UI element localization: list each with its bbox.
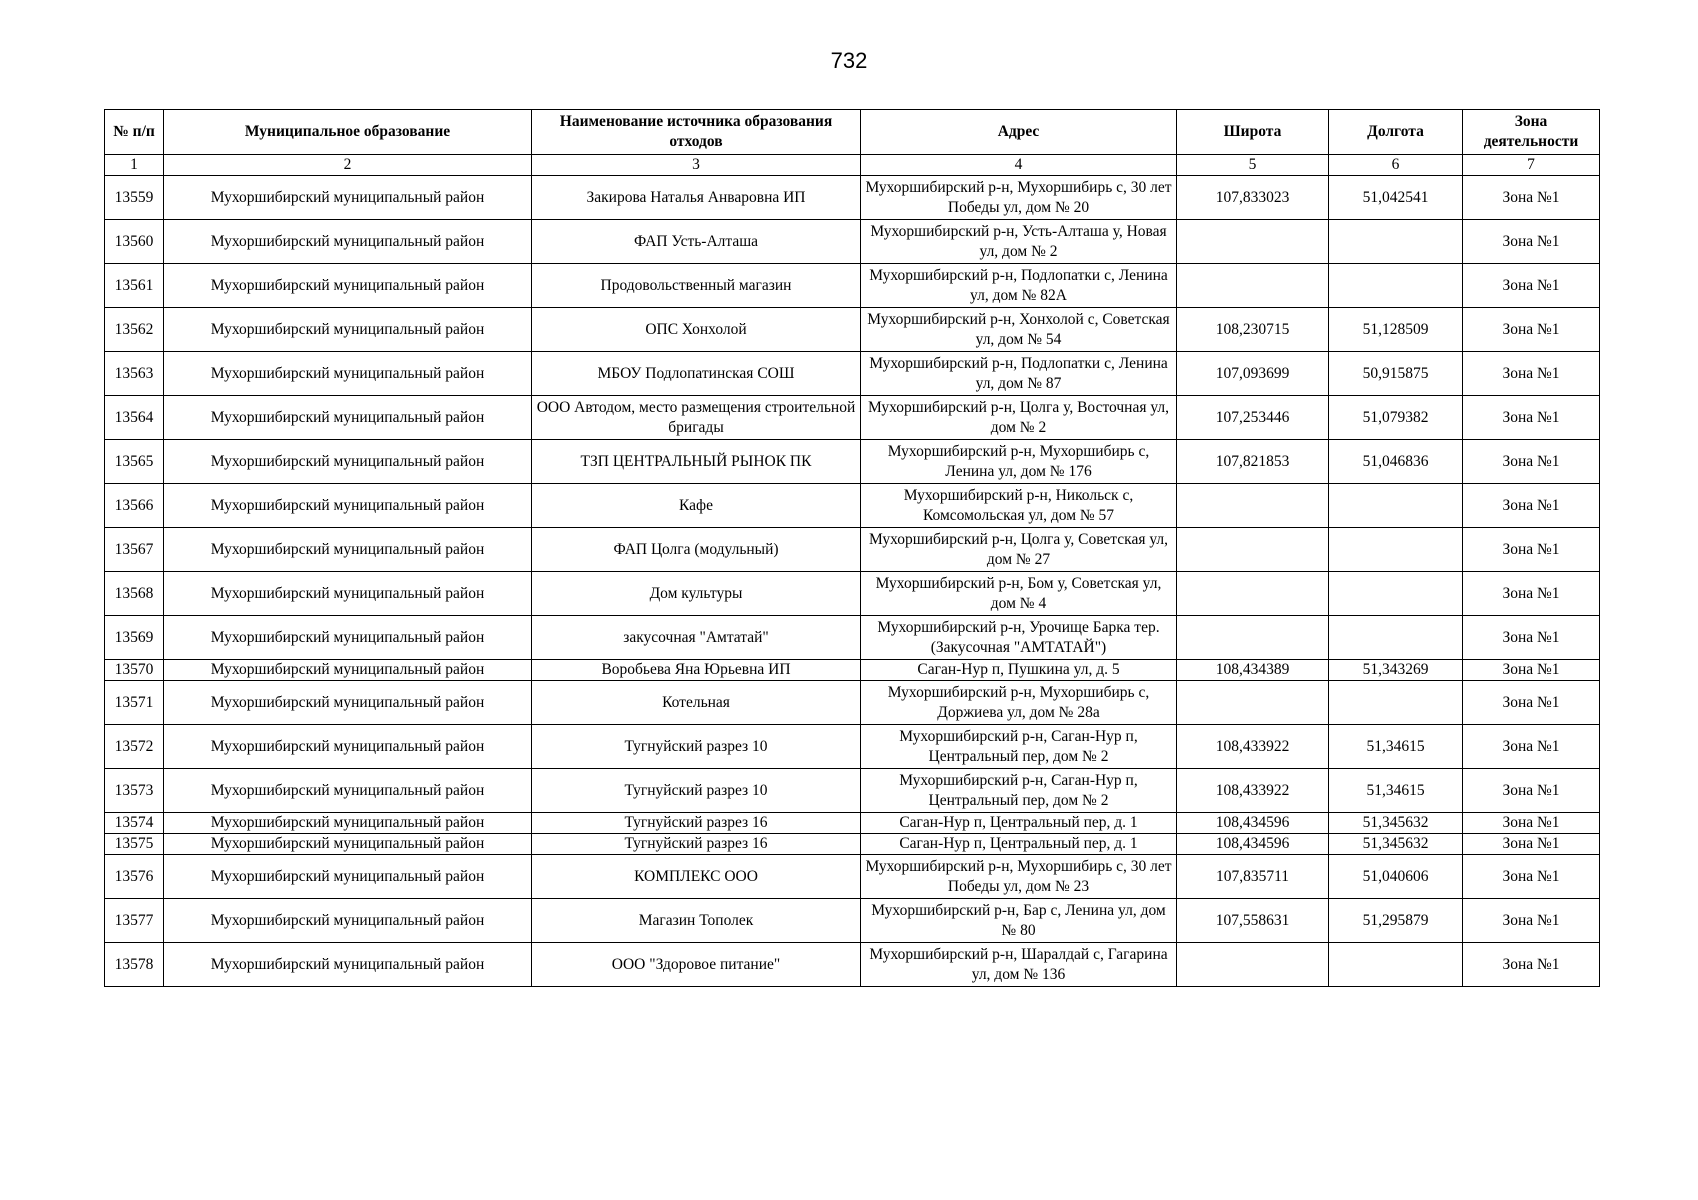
cell-zone: Зона №1: [1463, 396, 1600, 440]
cell-number: 13576: [105, 855, 164, 899]
table-row: [105, 855, 1600, 899]
cell-latitude: [1177, 616, 1329, 660]
cell-number: 13561: [105, 264, 164, 308]
cell-longitude: [1329, 220, 1463, 264]
cell-latitude: 108,230715: [1177, 308, 1329, 352]
cell-address: Саган-Нур п, Центральный пер, д. 1: [861, 813, 1177, 834]
cell-address: Мухоршибирский р-н, Шаралдай с, Гагарина ул, дом № 136: [861, 943, 1177, 987]
cell-longitude: 50,915875: [1329, 352, 1463, 396]
table-row: [105, 813, 1600, 834]
cell-municipality: Мухоршибирский муниципальный район: [164, 660, 532, 681]
cell-municipality: Мухоршибирский муниципальный район: [164, 396, 532, 440]
cell-zone: Зона №1: [1463, 528, 1600, 572]
cell-number: 13578: [105, 943, 164, 987]
header-cell-source: Наименование источника образования отходов: [532, 110, 861, 155]
cell-zone: Зона №1: [1463, 352, 1600, 396]
cell-zone: Зона №1: [1463, 616, 1600, 660]
cell-latitude: 107,833023: [1177, 176, 1329, 220]
cell-number: 13575: [105, 834, 164, 855]
cell-municipality: Мухоршибирский муниципальный район: [164, 943, 532, 987]
cell-latitude: [1177, 264, 1329, 308]
table-row: [105, 528, 1600, 572]
cell-source: ООО "Здоровое питание": [532, 943, 861, 987]
cell-number: 13563: [105, 352, 164, 396]
cell-longitude: 51,34615: [1329, 725, 1463, 769]
cell-latitude: [1177, 681, 1329, 725]
cell-municipality: Мухоршибирский муниципальный район: [164, 528, 532, 572]
cell-zone: Зона №1: [1463, 681, 1600, 725]
cell-municipality: Мухоршибирский муниципальный район: [164, 176, 532, 220]
cell-municipality: Мухоршибирский муниципальный район: [164, 308, 532, 352]
cell-longitude: 51,345632: [1329, 834, 1463, 855]
cell-number: 13560: [105, 220, 164, 264]
cell-latitude: [1177, 484, 1329, 528]
cell-longitude: [1329, 943, 1463, 987]
cell-municipality: Мухоршибирский муниципальный район: [164, 855, 532, 899]
cell-zone: Зона №1: [1463, 725, 1600, 769]
header-cell-longitude: Долгота: [1329, 110, 1463, 155]
cell-municipality: Мухоршибирский муниципальный район: [164, 899, 532, 943]
cell-source: Магазин Тополек: [532, 899, 861, 943]
cell-longitude: 51,343269: [1329, 660, 1463, 681]
cell-zone: Зона №1: [1463, 660, 1600, 681]
table-row: [105, 725, 1600, 769]
table-row: [105, 484, 1600, 528]
cell-zone: Зона №1: [1463, 264, 1600, 308]
column-number: 6: [1329, 155, 1463, 176]
cell-zone: Зона №1: [1463, 855, 1600, 899]
cell-zone: Зона №1: [1463, 440, 1600, 484]
cell-latitude: 107,093699: [1177, 352, 1329, 396]
cell-source: Кафе: [532, 484, 861, 528]
cell-address: Мухоршибирский р-н, Хонхолой с, Советская ул, дом № 54: [861, 308, 1177, 352]
cell-address: Мухоршибирский р-н, Саган-Нур п, Центральный пер, дом № 2: [861, 769, 1177, 813]
cell-source: Тугнуйский разрез 10: [532, 725, 861, 769]
cell-number: 13570: [105, 660, 164, 681]
cell-address: Мухоршибирский р-н, Урочище Барка тер. (Закусочная "АМТАТАЙ"): [861, 616, 1177, 660]
table-row: [105, 396, 1600, 440]
cell-number: 13568: [105, 572, 164, 616]
cell-number: 13574: [105, 813, 164, 834]
cell-number: 13559: [105, 176, 164, 220]
cell-source: КОМПЛЕКС ООО: [532, 855, 861, 899]
cell-zone: Зона №1: [1463, 308, 1600, 352]
cell-longitude: [1329, 681, 1463, 725]
column-number: 3: [532, 155, 861, 176]
cell-latitude: [1177, 220, 1329, 264]
cell-zone: Зона №1: [1463, 834, 1600, 855]
cell-source: закусочная "Амтатай": [532, 616, 861, 660]
header-cell-num: № п/п: [105, 110, 164, 155]
header-cell-address: Адрес: [861, 110, 1177, 155]
table-row: [105, 834, 1600, 855]
cell-longitude: [1329, 528, 1463, 572]
cell-municipality: Мухоршибирский муниципальный район: [164, 484, 532, 528]
cell-zone: Зона №1: [1463, 943, 1600, 987]
column-number: 5: [1177, 155, 1329, 176]
table-row: [105, 681, 1600, 725]
cell-zone: Зона №1: [1463, 176, 1600, 220]
cell-latitude: [1177, 528, 1329, 572]
cell-address: Мухоршибирский р-н, Мухоршибирь с, 30 лет Победы ул, дом № 20: [861, 176, 1177, 220]
cell-source: ТЗП ЦЕНТРАЛЬНЫЙ РЫНОК ПК: [532, 440, 861, 484]
cell-address: Мухоршибирский р-н, Цолга у, Советская ул, дом № 27: [861, 528, 1177, 572]
cell-source: Продовольственный магазин: [532, 264, 861, 308]
cell-longitude: 51,040606: [1329, 855, 1463, 899]
cell-source: ФАП Усть-Алташа: [532, 220, 861, 264]
cell-zone: Зона №1: [1463, 769, 1600, 813]
cell-latitude: [1177, 572, 1329, 616]
cell-municipality: Мухоршибирский муниципальный район: [164, 616, 532, 660]
cell-zone: Зона №1: [1463, 813, 1600, 834]
table-row: [105, 308, 1600, 352]
cell-zone: Зона №1: [1463, 220, 1600, 264]
cell-address: Саган-Нур п, Центральный пер, д. 1: [861, 834, 1177, 855]
cell-address: Мухоршибирский р-н, Мухоршибирь с, 30 лет Победы ул, дом № 23: [861, 855, 1177, 899]
cell-number: 13577: [105, 899, 164, 943]
cell-longitude: 51,295879: [1329, 899, 1463, 943]
cell-zone: Зона №1: [1463, 484, 1600, 528]
cell-source: Воробьева Яна Юрьевна ИП: [532, 660, 861, 681]
header-cell-municipality: Муниципальное образование: [164, 110, 532, 155]
cell-source: Котельная: [532, 681, 861, 725]
page-number: 732: [830, 48, 868, 73]
cell-longitude: 51,128509: [1329, 308, 1463, 352]
cell-zone: Зона №1: [1463, 572, 1600, 616]
table-row: [105, 769, 1600, 813]
cell-latitude: 108,434596: [1177, 813, 1329, 834]
cell-longitude: [1329, 572, 1463, 616]
cell-zone: Зона №1: [1463, 899, 1600, 943]
cell-longitude: [1329, 616, 1463, 660]
cell-longitude: 51,345632: [1329, 813, 1463, 834]
cell-source: Тугнуйский разрез 10: [532, 769, 861, 813]
cell-source: Тугнуйский разрез 16: [532, 834, 861, 855]
cell-municipality: Мухоршибирский муниципальный район: [164, 834, 532, 855]
cell-municipality: Мухоршибирский муниципальный район: [164, 220, 532, 264]
cell-source: ФАП Цолга (модульный): [532, 528, 861, 572]
table-row: [105, 616, 1600, 660]
table-row: [105, 176, 1600, 220]
cell-address: Мухоршибирский р-н, Усть-Алташа у, Новая ул, дом № 2: [861, 220, 1177, 264]
cell-longitude: 51,042541: [1329, 176, 1463, 220]
table-row: [105, 352, 1600, 396]
cell-municipality: Мухоршибирский муниципальный район: [164, 681, 532, 725]
cell-municipality: Мухоршибирский муниципальный район: [164, 769, 532, 813]
table-row: [105, 660, 1600, 681]
cell-longitude: 51,34615: [1329, 769, 1463, 813]
cell-number: 13562: [105, 308, 164, 352]
cell-municipality: Мухоршибирский муниципальный район: [164, 264, 532, 308]
column-number: 2: [164, 155, 532, 176]
cell-address: Мухоршибирский р-н, Подлопатки с, Ленина ул, дом № 82А: [861, 264, 1177, 308]
cell-address: Саган-Нур п, Пушкина ул, д. 5: [861, 660, 1177, 681]
cell-number: 13567: [105, 528, 164, 572]
cell-source: Закирова Наталья Анваровна ИП: [532, 176, 861, 220]
cell-address: Мухоршибирский р-н, Бом у, Советская ул, дом № 4: [861, 572, 1177, 616]
table-row: [105, 899, 1600, 943]
waste-sources-table: [104, 109, 1600, 987]
cell-address: Мухоршибирский р-н, Подлопатки с, Ленина ул, дом № 87: [861, 352, 1177, 396]
cell-number: 13564: [105, 396, 164, 440]
table-row: [105, 440, 1600, 484]
header-cell-zone: Зона деятельности: [1463, 110, 1600, 155]
header-row: [105, 110, 1600, 155]
cell-number: 13573: [105, 769, 164, 813]
cell-latitude: 107,835711: [1177, 855, 1329, 899]
cell-address: Мухоршибирский р-н, Саган-Нур п, Центральный пер, дом № 2: [861, 725, 1177, 769]
cell-source: Тугнуйский разрез 16: [532, 813, 861, 834]
column-number: 4: [861, 155, 1177, 176]
cell-latitude: [1177, 943, 1329, 987]
column-numbering-row: [105, 155, 1600, 176]
cell-longitude: [1329, 264, 1463, 308]
cell-address: Мухоршибирский р-н, Никольск с, Комсомольская ул, дом № 57: [861, 484, 1177, 528]
table-row: [105, 220, 1600, 264]
table-row: [105, 572, 1600, 616]
cell-latitude: 108,434596: [1177, 834, 1329, 855]
cell-address: Мухоршибирский р-н, Мухоршибирь с, Ленина ул, дом № 176: [861, 440, 1177, 484]
cell-number: 13565: [105, 440, 164, 484]
cell-number: 13572: [105, 725, 164, 769]
table-row: [105, 943, 1600, 987]
cell-latitude: 108,433922: [1177, 769, 1329, 813]
cell-number: 13566: [105, 484, 164, 528]
cell-municipality: Мухоршибирский муниципальный район: [164, 352, 532, 396]
cell-number: 13571: [105, 681, 164, 725]
table-body: [105, 176, 1600, 987]
cell-latitude: 107,821853: [1177, 440, 1329, 484]
table-row: [105, 264, 1600, 308]
cell-address: Мухоршибирский р-н, Цолга у, Восточная ул, дом № 2: [861, 396, 1177, 440]
column-number: 1: [105, 155, 164, 176]
cell-municipality: Мухоршибирский муниципальный район: [164, 440, 532, 484]
cell-source: Дом культуры: [532, 572, 861, 616]
column-number: 7: [1463, 155, 1600, 176]
header-cell-latitude: Широта: [1177, 110, 1329, 155]
cell-longitude: 51,079382: [1329, 396, 1463, 440]
cell-municipality: Мухоршибирский муниципальный район: [164, 813, 532, 834]
cell-address: Мухоршибирский р-н, Мухоршибирь с, Доржиева ул, дом № 28а: [861, 681, 1177, 725]
cell-longitude: 51,046836: [1329, 440, 1463, 484]
cell-municipality: Мухоршибирский муниципальный район: [164, 572, 532, 616]
cell-longitude: [1329, 484, 1463, 528]
cell-latitude: 107,558631: [1177, 899, 1329, 943]
cell-address: Мухоршибирский р-н, Бар с, Ленина ул, дом № 80: [861, 899, 1177, 943]
cell-municipality: Мухоршибирский муниципальный район: [164, 725, 532, 769]
cell-source: ООО Автодом, место размещения строительной бригады: [532, 396, 861, 440]
cell-number: 13569: [105, 616, 164, 660]
cell-latitude: 107,253446: [1177, 396, 1329, 440]
cell-latitude: 108,433922: [1177, 725, 1329, 769]
cell-source: ОПС Хонхолой: [532, 308, 861, 352]
cell-latitude: 108,434389: [1177, 660, 1329, 681]
cell-source: МБОУ Подлопатинская СОШ: [532, 352, 861, 396]
